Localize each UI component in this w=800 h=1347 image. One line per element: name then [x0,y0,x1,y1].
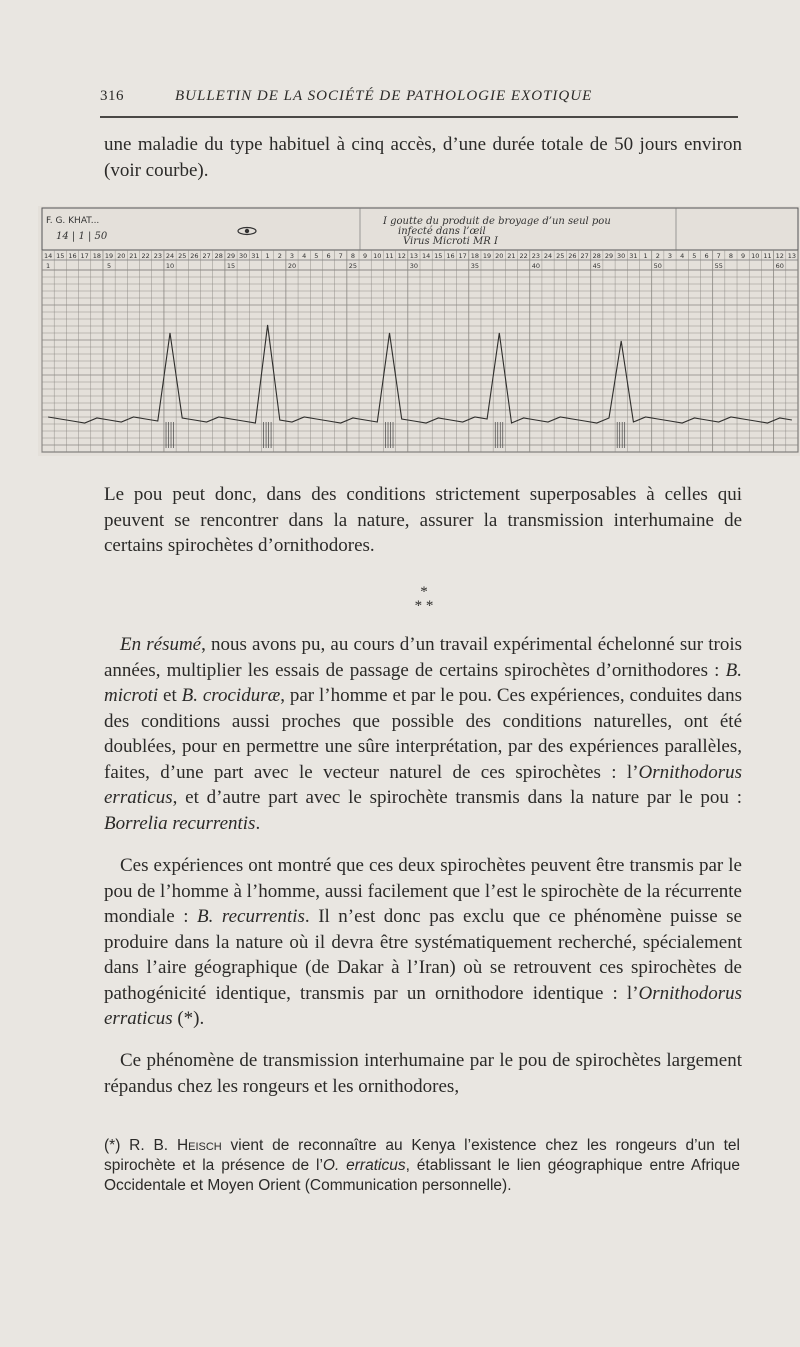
day-label-top: 11 [763,252,772,260]
day-label-bottom: 15 [226,262,236,270]
header-rule [100,116,738,118]
star-bottom: * * [414,598,434,614]
footnote-text1: vient de reconnaître au Kenya l’existence chez les rongeurs d’un tel spirochète et la présence de l’ [104,1137,740,1174]
day-label-top: 2 [277,252,282,260]
day-label-top: 21 [129,252,138,260]
star-top: * [420,584,428,600]
footnote-mark: (*) R. B. [104,1137,177,1154]
resume-lead: En résumé [120,634,202,655]
day-label-top: 2 [655,252,660,260]
day-label-top: 15 [434,252,443,260]
paragraph-experiences [104,853,742,1032]
resume-et: et [158,685,182,706]
day-label-top: 17 [80,252,89,260]
day-label-top: 5 [692,252,697,260]
journal-title: BULLETIN DE LA SOCIÉTÉ DE PATHOLOGIE EXOTIQUE [175,88,593,104]
chart-date-label: 14 | 1 | 50 [56,231,108,242]
day-label-top: 23 [153,252,162,260]
day-label-top: 25 [178,252,187,260]
day-label-top: 22 [141,252,150,260]
day-label-top: 30 [239,252,248,260]
day-label-top: 12 [775,252,784,260]
day-label-bottom: 50 [653,262,662,270]
running-header [100,88,740,114]
intro-paragraph: une maladie du type habituel à cinq accès, d’une durée totale de 50 jours environ (voir courbe). [104,134,742,181]
day-label-top: 7 [716,252,721,260]
day-label-top: 13 [787,252,797,260]
day-label-bottom: 5 [106,262,112,270]
day-label-top: 28 [214,252,223,260]
day-label-top: 22 [519,252,528,260]
day-label-top: 20 [117,252,126,260]
day-label-top: 11 [385,252,394,260]
day-label-top: 8 [350,252,356,260]
exp-text1: Ces expériences ont montré que ces deux spirochètes peuvent être transmis par le pou de l’homme à l’homme, aussi facilement que l’est le spirochète de la récurrente mondiale : [104,855,742,927]
exp-vector: Ornithodorus erraticus [104,982,742,1029]
day-label-top: 1 [643,252,648,260]
day-label-top: 27 [202,252,211,260]
day-label-bottom: 45 [592,262,601,270]
day-label-top: 29 [604,252,614,260]
day-label-top: 7 [338,252,343,260]
resume-species2: B. crociduræ [181,685,281,706]
footnote-author: Heisch [176,1137,222,1154]
day-label-top: 4 [302,252,307,260]
day-label-top: 10 [373,252,382,260]
chart-note-line3: Virus Microti MR I [403,236,498,247]
day-label-top: 31 [251,252,260,260]
paragraph-resume [104,632,742,836]
day-label-top: 12 [397,252,406,260]
day-label-bottom: 55 [714,262,723,270]
day-label-top: 6 [326,252,331,260]
day-label-top: 4 [680,252,685,260]
day-label-top: 8 [728,252,734,260]
day-label-top: 31 [629,252,638,260]
temperature-chart [38,206,800,456]
chart-note-line1: I goutte du produit de broyage d’un seul pou [383,216,611,227]
day-label-bottom: 40 [531,262,540,270]
footnote-text2: , établissant le lien géographique entre Afrique Occidentale et Moyen Orient (Communication personnelle). [104,1157,740,1194]
day-label-top: 19 [104,252,114,260]
day-label-bottom: 60 [775,262,784,270]
resume-text2: , par l’homme et par le pou. Ces expériences, conduites dans des conditions aussi proches que possible des conditions naturelles, ont été doublées, pour en permettre une sûre interprétation, par des expériences parallèles, faites, d’une part avec le vecteur naturel de ces spirochètes : l’ [104,685,742,783]
day-label-bottom: 25 [348,262,358,270]
day-label-bottom: 30 [409,262,419,270]
footnote [104,1136,740,1196]
exp-species: B. recurrentis [197,906,305,927]
day-label-top: 25 [556,252,565,260]
resume-vector: Ornithodorus erraticus [104,761,742,808]
day-label-top: 29 [226,252,236,260]
day-label-top: 14 [43,252,53,260]
day-label-bottom: 10 [165,262,175,270]
chart-svg [38,206,800,456]
exp-text2: . Il n’est donc pas exclu que ce phénomène puisse se produire dans la nature où il devra être systématiquement recherché, spécialement dans l’aire géographique (de Dakar à l’Iran) où se retrouvent ces spirochètes de pathogénicité identique, transmis par un ornithodore identique : l’ [104,906,742,1004]
day-label-top: 26 [190,252,199,260]
day-label-top: 9 [363,252,368,260]
day-label-top: 19 [482,252,492,260]
day-label-top: 1 [265,252,270,260]
day-label-top: 26 [568,252,577,260]
day-label-top: 14 [421,252,431,260]
day-label-top: 24 [543,252,553,260]
section-stars [404,585,444,613]
day-label-top: 16 [68,252,77,260]
day-label-top: 9 [741,252,746,260]
day-label-bottom: 35 [470,262,480,270]
day-label-top: 6 [704,252,709,260]
resume-text4: . [255,812,261,834]
day-label-top: 24 [165,252,175,260]
paragraph-last: Ce phénomène de transmission interhumaine par le pou de spirochètes largement répandus chez les rongeurs et les ornithodores, [104,1050,742,1097]
day-label-top: 18 [470,252,480,260]
resume-text3: , et d’autre part avec le spirochète transmis dans la nature par le pou : [172,787,742,808]
day-label-top: 15 [56,252,65,260]
day-label-top: 27 [580,252,589,260]
day-label-top: 18 [92,252,102,260]
day-label-top: 17 [458,252,467,260]
day-label-bottom: 20 [287,262,297,270]
footnote-species: O. erraticus [322,1157,406,1174]
day-label-top: 5 [314,252,319,260]
page-number: 316 [100,88,124,104]
day-label-top: 30 [617,252,626,260]
exp-text3: (*). [172,1008,205,1029]
chart-note-line2: infecté dans l’œil [398,226,486,237]
resume-species1: B. microti [104,659,742,706]
day-label-top: 3 [289,252,295,260]
resume-borrelia: Borrelia recurrentis [104,812,256,834]
day-label-top: 28 [592,252,601,260]
day-label-top: 21 [507,252,516,260]
day-label-top: 10 [751,252,760,260]
resume-text1: , nous avons pu, au cours d’un travail expérimental échelonné sur trois années, multiplier les essais de passage de certains spirochètes d’ornithodores : [104,634,742,681]
paragraph-pou: Le pou peut donc, dans des conditions strictement superposables à celles qui peuvent se rencontrer dans la nature, assurer la transmission interhumaine de certains spirochètes d’ornithodores. [104,484,742,556]
chart-patient-label: F. G. KHAT... [46,216,100,226]
day-label-top: 3 [667,252,673,260]
day-label-top: 20 [495,252,504,260]
day-label-top: 13 [409,252,419,260]
day-label-top: 23 [531,252,540,260]
day-label-top: 16 [446,252,455,260]
day-label-bottom: 1 [46,262,51,270]
